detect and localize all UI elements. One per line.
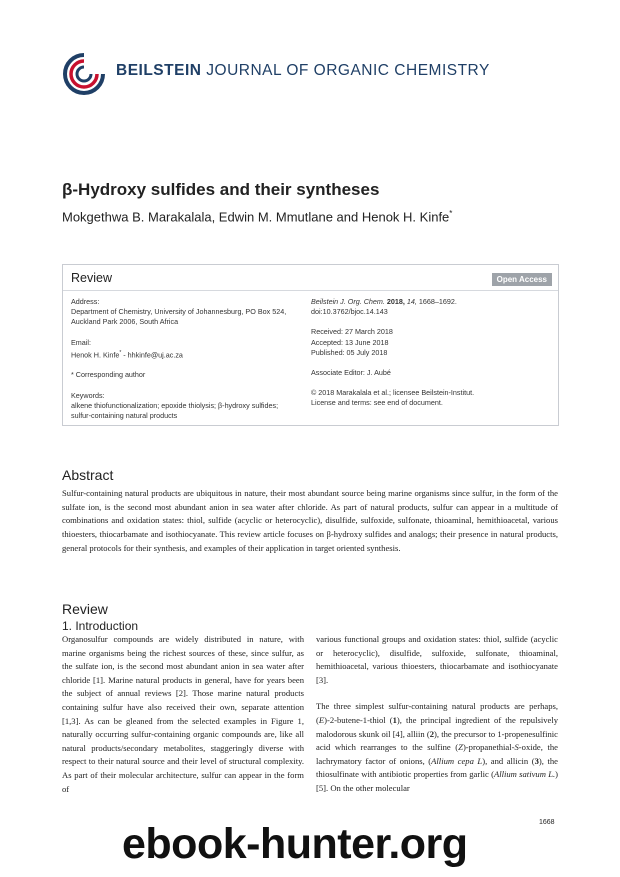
keywords-label: Keywords:: [71, 390, 105, 400]
license-line: © 2018 Marakalala et al.; licensee Beilstein-Institut.: [311, 388, 475, 398]
doi-link[interactable]: doi:10.3762/bjoc.14.143: [311, 307, 388, 317]
article-info-box: [62, 264, 559, 426]
intro-right-column: [316, 633, 558, 796]
intro-left-column: [62, 633, 304, 796]
review-heading: Review: [62, 601, 108, 617]
author-info-column: [71, 297, 299, 421]
address-label: Address:: [71, 297, 100, 306]
abstract-heading: Abstract: [62, 467, 114, 483]
corresponding-note: * Corresponding author: [71, 370, 146, 380]
journal-logo-icon: [62, 52, 106, 96]
keywords: alkene thiofunctionalization; epoxide thiolysis; β-hydroxy sulfides; sulfur-containing natural products: [71, 400, 279, 421]
watermark: ebook-hunter.org: [122, 820, 468, 868]
accepted-date: Accepted: 13 June 2018: [311, 337, 389, 347]
intro-paragraph: The three simplest sulfur-containing natural products are perhaps, (E)-2-butene-1-thiol (1), the principal ingredient of the repulsively malodorous skunk oil [4], alliin (2), the precursor to 1-propenesulfinic acid which rearranges to the sulfine (Z)-propanethial-S-oxide, the lachrymatory factor of onions, (Allium cepa L), and allicin (3), the thiosulfinate with antibiotic properties from garlic (Allium sativum L.) [5]. On the other molecular: [316, 701, 558, 793]
author-list: Mokgethwa B. Marakalala, Edwin M. Mmutlane and Henok H. Kinfe*: [62, 209, 453, 225]
citation-column: [311, 297, 551, 409]
email-link[interactable]: - hhkinfe@uj.ac.za: [121, 350, 183, 360]
abstract-text: Sulfur-containing natural products are ubiquitous in nature, their most abundant source being marine organisms since sulfur, in the form of the sulfate ion, is the second most abundant anion in sea water after chloride. As part of natural products, sulfur can appear in a multitude of combinations and oxidation states: thiol, sulfide (acyclic or heterocyclic), disulfide, sulfoxide, sulfonate, thioaminal, hemithioacetal, various thioesters, thiocarbamate and isothiocyanate. This review article focuses on β-hydroxy sulfides and analogs; their presence in natural products, general protocols for their synthesis, and examples of their application in target oriented synthesis.: [62, 488, 558, 553]
email-label: Email:: [71, 337, 91, 347]
page-number: 1668: [539, 819, 555, 826]
open-access-badge: Open Access: [492, 273, 552, 286]
published-date: Published: 05 July 2018: [311, 347, 388, 357]
divider: [63, 290, 558, 291]
citation: Beilstein J. Org. Chem. 2018, 14, 1668–1692.: [311, 297, 457, 306]
article-type: Review: [71, 271, 112, 285]
associate-editor: Associate Editor: J. Aubé: [311, 368, 391, 378]
license-terms-link[interactable]: License and terms: see end of document.: [311, 398, 443, 408]
introduction-heading: 1. Introduction: [62, 619, 139, 633]
journal-name: BEILSTEIN JOURNAL OF ORGANIC CHEMISTRY: [116, 62, 490, 79]
received-date: Received: 27 March 2018: [311, 327, 393, 337]
address: Department of Chemistry, University of Johannesburg, PO Box 524, Auckland Park 2006, South Africa: [71, 307, 287, 327]
article-title: β-Hydroxy sulfides and their syntheses: [62, 180, 380, 199]
intro-paragraph: Organosulfur compounds are widely distributed in nature, with marine organisms being the richest sources of these, since sulfur, as the sulfate ion, is the second most abundant anion in sea water after chloride [1]. Marine natural products in general, have for years been the subject of annual reviews [2]. Those marine natural products containing sulfur have also received their own, separate attention [1,3]. As can be gleaned from the selected examples in Figure 1, naturally occurring sulfur-containing organic compounds are, like all natural products/secondary metabolites, staggeringly diverse with respect to their natural source and their level of structural complexity. As part of their molecular architecture, sulfur can appear in the form of: [62, 634, 304, 794]
intro-paragraph: various functional groups and oxidation states: thiol, sulfide (acyclic or heterocyclic), disulfide, sulfoxide, sulfonate, thioaminal, hemithioacetal, various thioesters, thiocarbamate and isothiocyanate [3].: [316, 634, 558, 685]
email: Henok H. Kinfe* - hhkinfe@uj.ac.za: [71, 349, 183, 360]
